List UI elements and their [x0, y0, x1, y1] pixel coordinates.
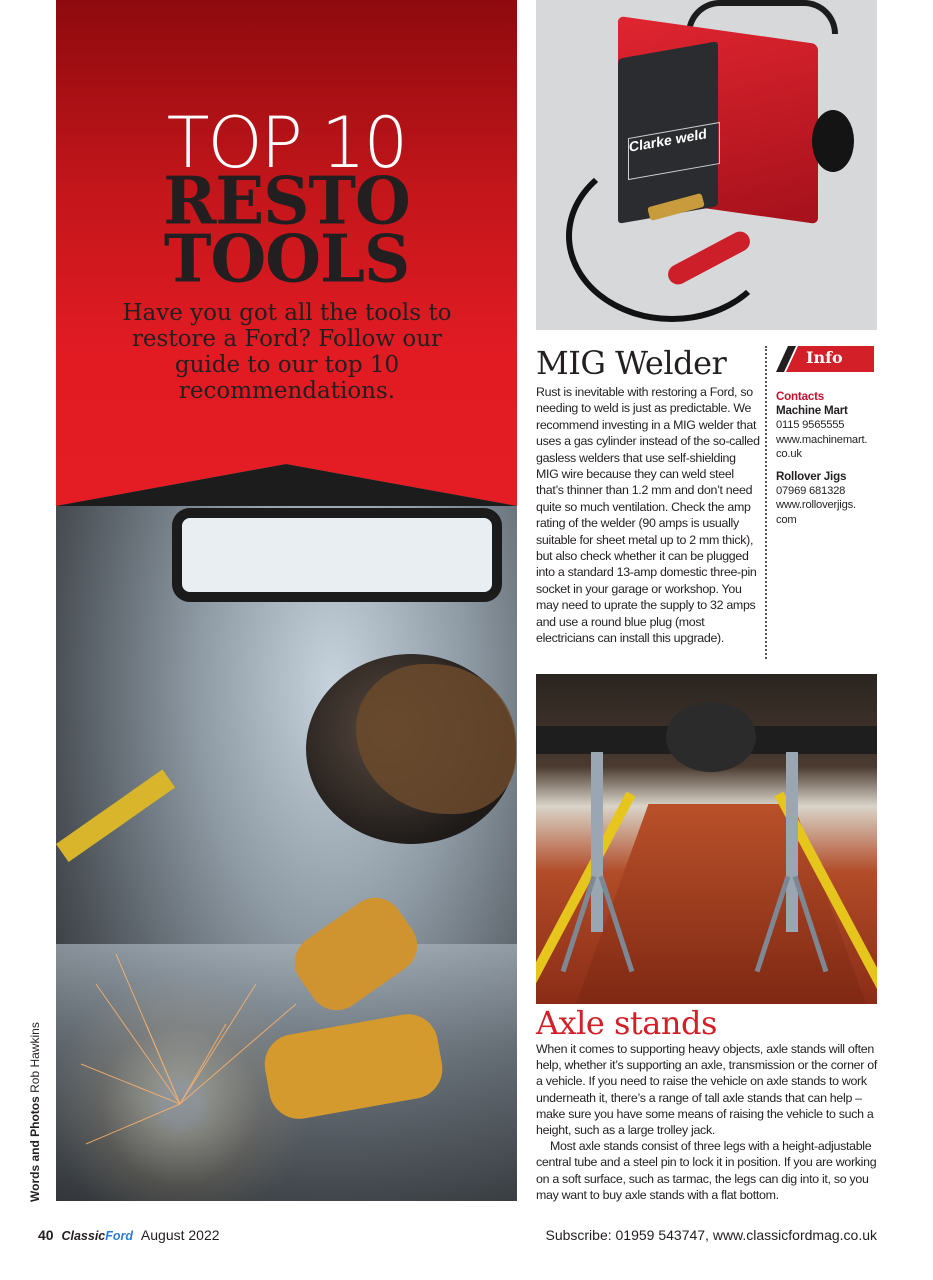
magazine-name-part2: Ford — [105, 1229, 134, 1243]
axle-stands-para-1: When it comes to supporting heavy objects, axle stands will often help, whether it’s supporting an axle, transmission or the corner of a vehicle. If you need to raise the vehicle on axle stands to work underneath it, there’s a range of tall axle stands that can help – make sure you have some means of raising the vehicle to such a height, such as a large trolley jack. — [536, 1042, 877, 1138]
info-tag — [776, 346, 874, 372]
info-contacts — [776, 390, 876, 527]
axle-stands-photo — [536, 674, 877, 1004]
credit-name: Rob Hawkins — [28, 1022, 42, 1093]
workshop-floor — [576, 804, 866, 1004]
magazine-name — [61, 1229, 133, 1243]
welder-wheel — [812, 110, 854, 172]
contacts-heading: Contacts — [776, 390, 825, 403]
page-number: 40 — [38, 1227, 54, 1243]
contact-name-rollover-jigs: Rollover Jigs — [776, 470, 847, 484]
issue-date: August 2022 — [140, 1227, 220, 1243]
contact-web-rollover-jigs-a[interactable]: www.rolloverjigs. — [776, 499, 856, 512]
mig-welder-photo — [536, 0, 877, 330]
hero-title-top10: TOP 10 — [166, 102, 407, 184]
axle-stands-body — [536, 1041, 878, 1203]
weld-sparks — [56, 464, 517, 1201]
magazine-name-part1: Classic — [61, 1229, 106, 1243]
mig-welder-heading: MIG Welder — [536, 344, 727, 382]
info-tag-label: Info — [806, 348, 843, 367]
axle-stands-para-2: Most axle stands consist of three legs with a height-adjustable central tube and a steel pin to lock it in position. If you are working on a soft surface, such as tarmac, the legs can dig into it, so you may want to buy axle stands with a flat bottom. — [536, 1139, 877, 1202]
axle-stand-right — [786, 752, 798, 932]
welder-brand-label: Clarke weld — [628, 122, 720, 180]
contact-phone-machine-mart: 0115 9565555 — [776, 419, 845, 432]
footer-subscribe[interactable]: Subscribe: 01959 543747, www.classicfordmag.co.uk — [545, 1227, 877, 1243]
column-divider — [765, 346, 767, 659]
hero-subtitle: Have you got all the tools to restore a Ford? Follow our guide to our top 10 recommendations. — [122, 300, 452, 404]
hero-banner — [56, 0, 517, 505]
hero-title-tools: TOOLS — [163, 221, 410, 298]
differential — [666, 702, 756, 772]
footer-left — [38, 1227, 220, 1243]
hero-title-resto: RESTO — [163, 163, 410, 240]
contact-web-machine-mart-b[interactable]: co.uk — [776, 447, 802, 460]
welding-photo — [56, 464, 517, 1201]
contact-web-machine-mart-a[interactable]: www.machinemart. — [776, 433, 868, 446]
mig-welder-body: Rust is inevitable with restoring a Ford, so needing to weld is just as predictable. We recommend investing in a MIG welder that uses a gas cylinder instead of the so-called gasless welders that use self-shielding MIG wire because they can weld steel that’s thinner than 1.2 mm and don’t need quite so much ventilation. Check the amp rating of the welder (90 amps is usually suitable for sheet metal up to 2 mm thick), but also check whether it can be plugged into a standard 13-amp domestic three-pin socket in your garage or workshop. You may need to uprate the supply to 32 amps and use a round blue plug (most electricians can install this upgrade). — [536, 385, 760, 646]
contact-phone-rollover-jigs: 07969 681328 — [776, 485, 846, 498]
credit-label: Words and Photos — [28, 1096, 42, 1202]
contact-name-machine-mart: Machine Mart — [776, 404, 848, 418]
axle-stand-left — [591, 752, 603, 932]
contact-web-rollover-jigs-b[interactable]: com — [776, 513, 797, 526]
axle-stands-heading: Axle stands — [536, 1004, 717, 1042]
photo-credit — [28, 1022, 42, 1202]
